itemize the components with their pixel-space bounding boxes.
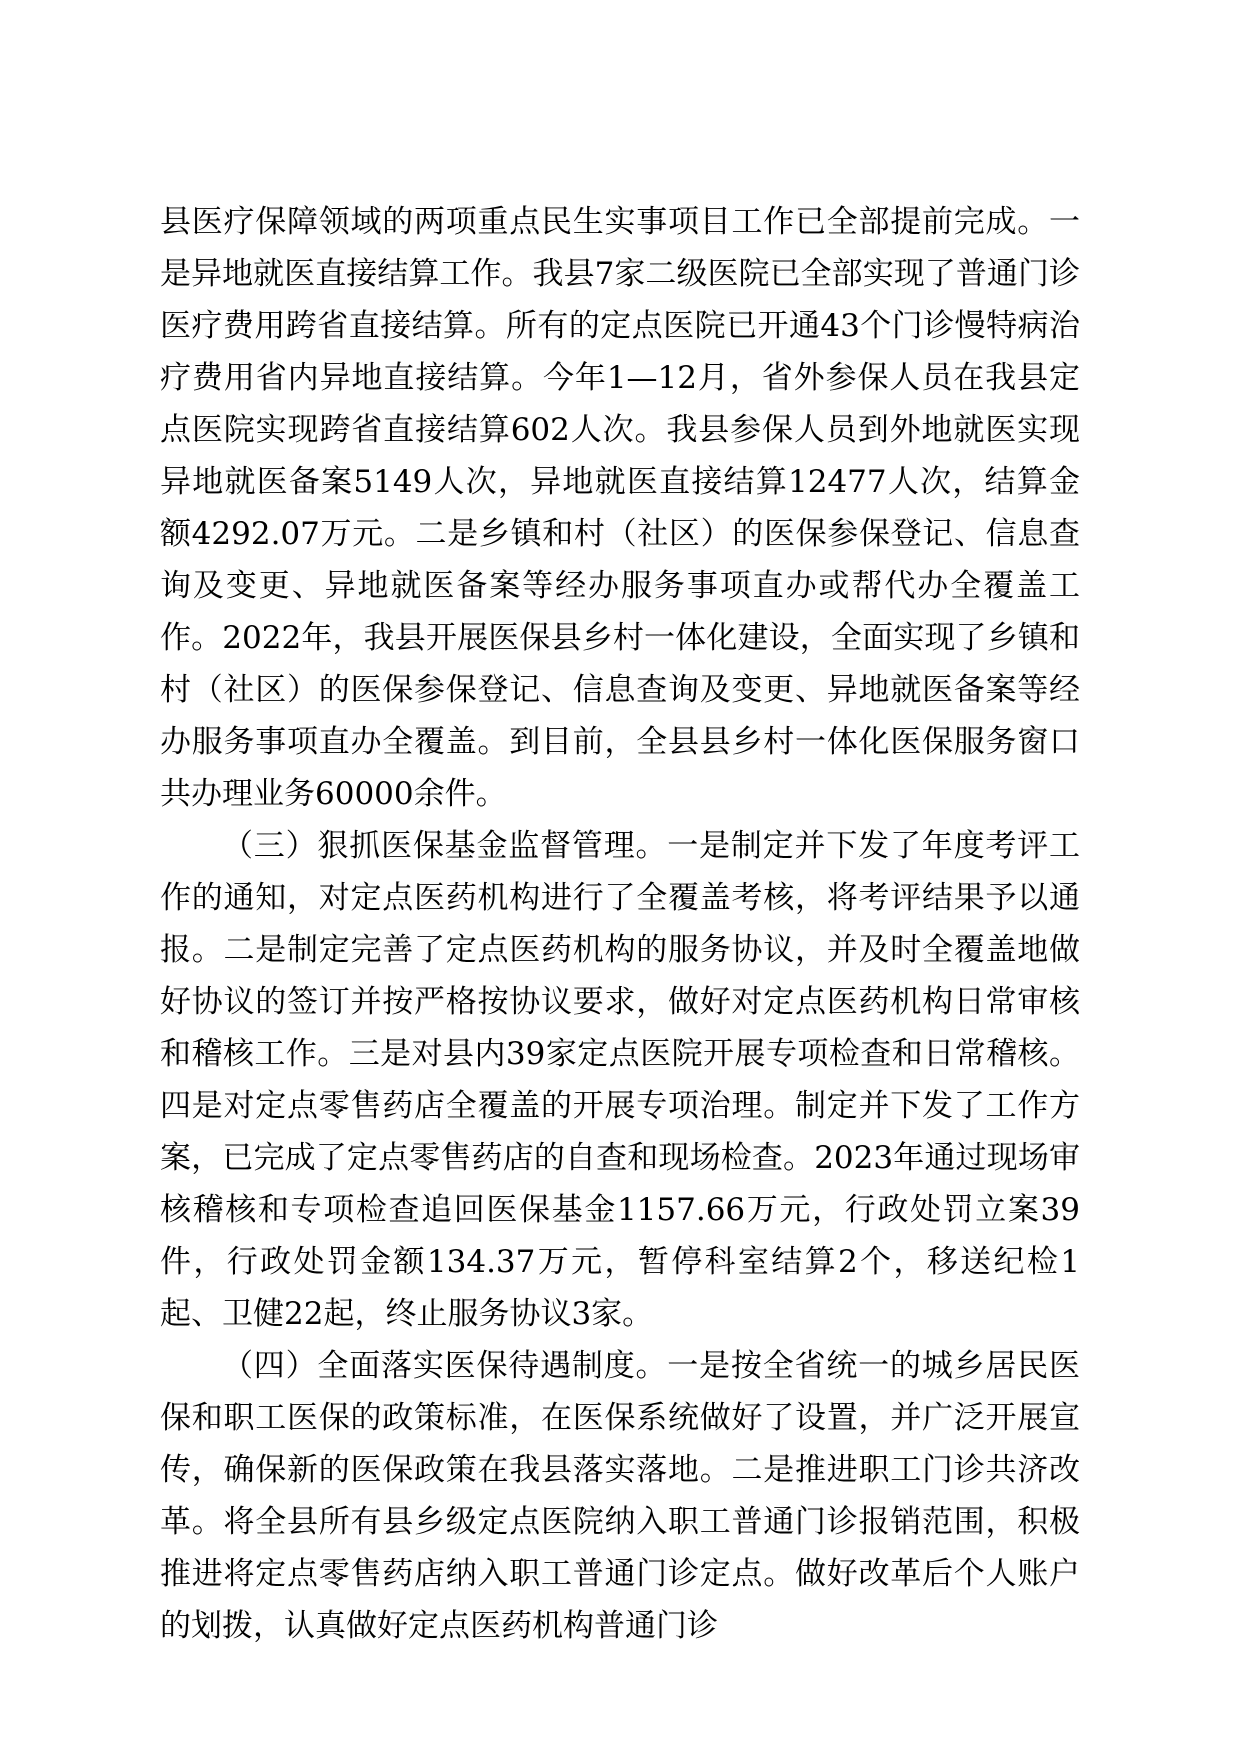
paragraph-3: （四）全面落实医保待遇制度。一是按全省统一的城乡居民医保和职工医保的政策标准，在医保系统做好了设置，并广泛开展宣传，确保新的医保政策在我县落实落地。二是推进职工门诊共济改革。将全县所有县乡级定点医院纳入职工普通门诊报销范围，积极推进将定点零售药店纳入职工普通门诊定点。做好改革后个人账户的划拨，认真做好定点医药机构普通门诊: [160, 1348, 1080, 1644]
paragraph-2: （三）狠抓医保基金监督管理。一是制定并下发了年度考评工作的通知，对定点医药机构进行了全覆盖考核，将考评结果予以通报。二是制定完善了定点医药机构的服务协议，并及时全覆盖地做好协议的签订并按严格按协议要求，做好对定点医药机构日常审核和稽核工作。三是对县内39家定点医院开展专项检查和日常稽核。四是对定点零售药店全覆盖的开展专项治理。制定并下发了工作方案，已完成了定点零售药店的自查和现场检查。2023年通过现场审核稽核和专项检查追回医保基金1157.66万元，行政处罚立案39件，行政处罚金额134.37万元，暂停科室结算2个，移送纪检1起、卫健22起，终止服务协议3家。: [160, 828, 1080, 1332]
paragraph-1: 县医疗保障领域的两项重点民生实事项目工作已全部提前完成。一是异地就医直接结算工作。我县7家二级医院已全部实现了普通门诊医疗费用跨省直接结算。所有的定点医院已开通43个门诊慢特病治疗费用省内异地直接结算。今年1—12月，省外参保人员在我县定点医院实现跨省直接结算602人次。我县参保人员到外地就医实现异地就医备案5149人次，异地就医直接结算12477人次，结算金额4292.07万元。二是乡镇和村（社区）的医保参保登记、信息查询及变更、异地就医备案等经办服务事项直办或帮代办全覆盖工作。2022年，我县开展医保县乡村一体化建设，全面实现了乡镇和村（社区）的医保参保登记、信息查询及变更、异地就医备案等经办服务事项直办全覆盖。到目前，全县县乡村一体化医保服务窗口共办理业务60000余件。: [160, 204, 1080, 812]
document-body: [160, 196, 1080, 1652]
